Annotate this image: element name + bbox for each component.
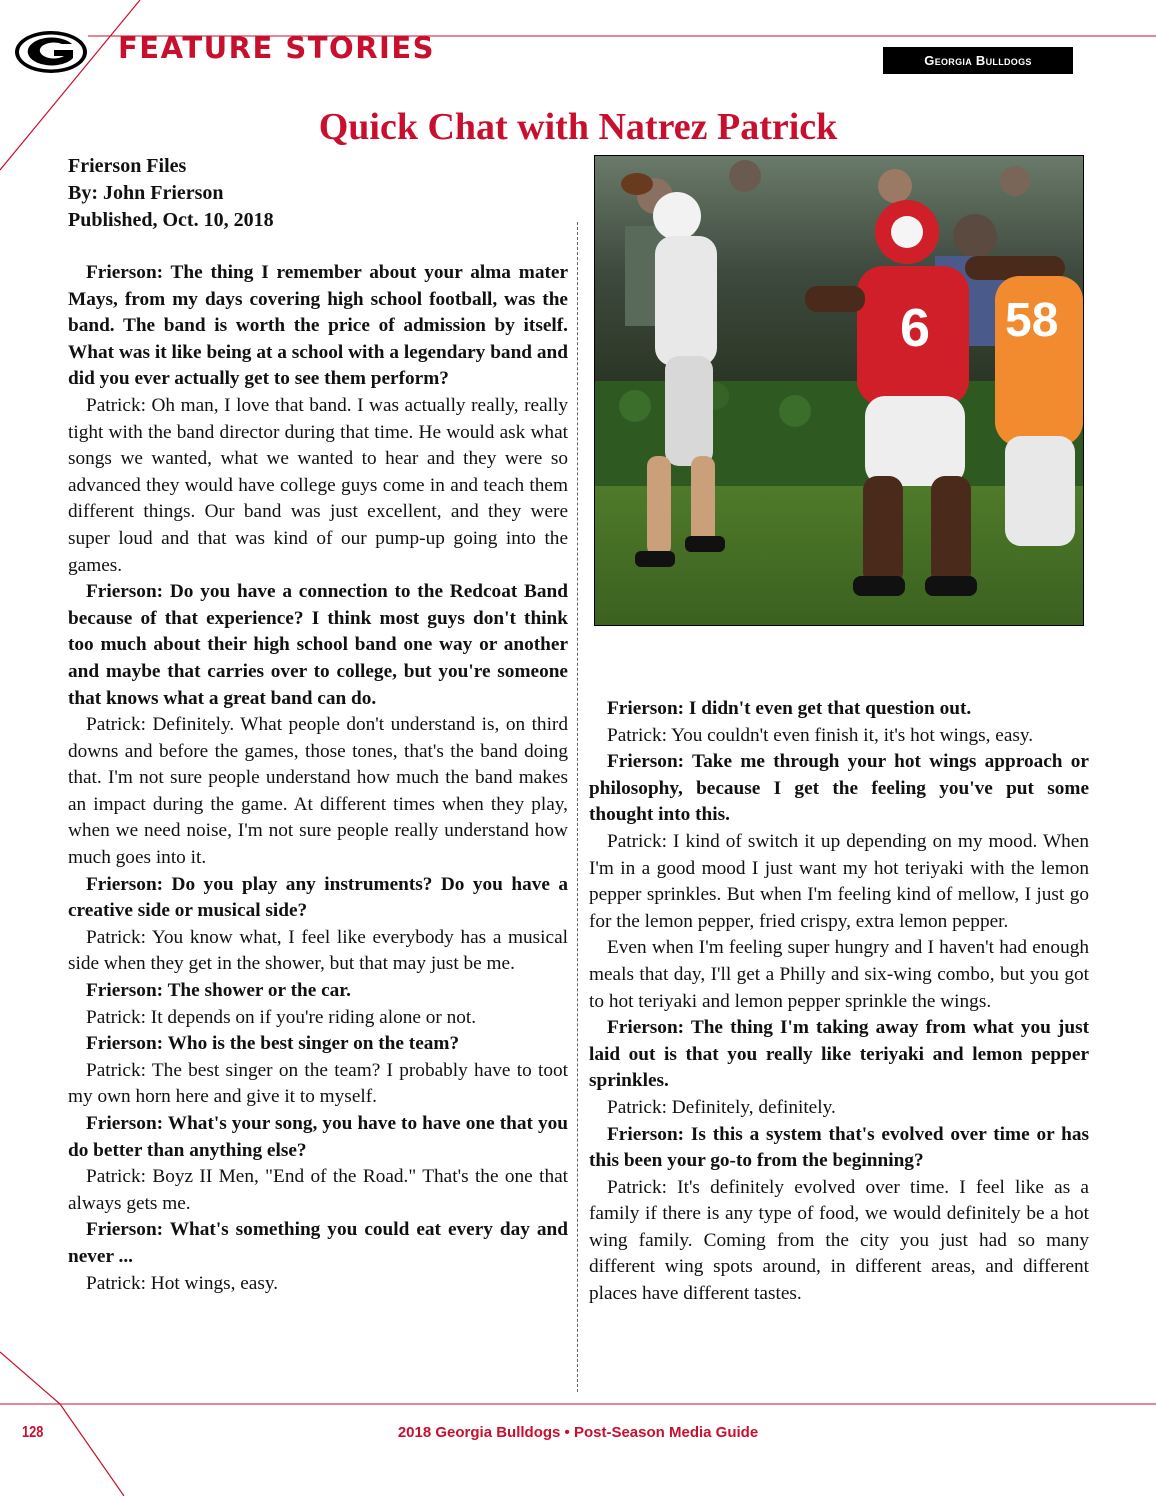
section-title: FEATURE STORIES xyxy=(118,31,436,65)
byline xyxy=(68,153,568,234)
answer-paragraph: Patrick: Boyz II Men, "End of the Road." That's the one that always gets me. xyxy=(68,1166,568,1214)
question-paragraph: Frierson: Do you play any instruments? Do you have a creative side or musical side? xyxy=(68,873,568,922)
answer-paragraph: Patrick: Oh man, I love that band. I was actually really, really tight with the band director during that time. He would ask what songs we wanted, what we wanted to hear and they were so advanced they would have college guys come in and teach them different things. Our band was just excellent, and they were super loud and that was kind of our pump-up going into the games. xyxy=(68,394,568,576)
answer-paragraph: Patrick: Definitely, definitely. xyxy=(607,1096,836,1118)
byline-author: By: John Frierson xyxy=(68,182,224,204)
column-divider xyxy=(577,222,578,1392)
answer-paragraph: Patrick: You couldn't even finish it, it's hot wings, easy. xyxy=(607,724,1034,746)
team-tag xyxy=(883,47,1073,74)
right-column xyxy=(589,696,1089,1308)
question-paragraph: Frierson: Do you have a connection to the Redcoat Band because of that experience? I think most guys don't think too much about their high school band one way or another and maybe that carries over to college, but you're someone that knows what a great band can do. xyxy=(68,581,568,709)
jersey-number-58: 58 xyxy=(1005,294,1059,347)
question-paragraph: Frierson: What's your song, you have to have one that you do better than anything else? xyxy=(68,1113,568,1161)
byline-published: Published, Oct. 10, 2018 xyxy=(68,209,274,231)
answer-paragraph: Patrick: The best singer on the team? I probably have to toot my own horn here and give it to myself. xyxy=(68,1059,568,1108)
question-paragraph: Frierson: The thing I'm taking away from what you just laid out is that you really like teriyaki and lemon pepper sprinkles. xyxy=(589,1017,1089,1092)
footer-text: 2018 Georgia Bulldogs • Post-Season Media Guide xyxy=(397,1424,759,1441)
answer-paragraph: Patrick: It depends on if you're riding alone or not. xyxy=(86,1006,477,1028)
article-title: Quick Chat with Natrez Patrick xyxy=(318,106,838,149)
answer-paragraph: Patrick: I kind of switch it up depending on my mood. When I'm in a good mood I just want my hot teriyaki with the lemon pepper sprinkles. But when I'm feeling kind of mellow, I just go for the lemon pepper, fried crispy, extra lemon pepper. xyxy=(589,830,1089,932)
article-photo xyxy=(594,155,1084,626)
left-column xyxy=(68,260,568,1297)
jersey-number-6: 6 xyxy=(900,298,931,358)
question-paragraph: Frierson: Is this a system that's evolved over time or has this been your go-to from the beginning? xyxy=(589,1123,1089,1172)
question-paragraph: Frierson: What's something you could eat every day and never ... xyxy=(68,1219,568,1267)
football-action-photo-icon xyxy=(595,156,1083,625)
question-paragraph: Frierson: Take me through your hot wings approach or philosophy, because I get the feeling you've put some thought into this. xyxy=(589,751,1089,826)
byline-column: Frierson Files xyxy=(68,155,187,177)
answer-paragraph: Even when I'm feeling super hungry and I haven't had enough meals that day, I'll get a Philly and six-wing combo, but you got to hot teriyaki and lemon pepper sprinkle the wings. xyxy=(589,937,1089,1012)
question-paragraph: Frierson: Who is the best singer on the team? xyxy=(86,1033,460,1055)
answer-paragraph: Patrick: Definitely. What people don't understand is, on third downs and before the games, those tones, that's the band doing that. I'm not sure people understand how much the band makes an impact during the game. At different times when they play, when we need noise, I'm not sure people really understand how much goes into it. xyxy=(68,714,568,869)
question-paragraph: Frierson: The shower or the car. xyxy=(86,980,351,1002)
page-number: 128 xyxy=(22,1424,44,1441)
question-paragraph: Frierson: I didn't even get that question out. xyxy=(607,698,972,719)
team-tag-label: Georgia Bulldogs xyxy=(924,53,1032,68)
question-paragraph: Frierson: The thing I remember about your alma mater Mays, from my days covering high school football, was the band. The band is worth the price of admission by itself. What was it like being at a school with a legendary band and did you ever actually get to see them perform? xyxy=(68,262,568,390)
answer-paragraph: Patrick: You know what, I feel like everybody has a musical side when they get in the shower, but that may just be me. xyxy=(68,926,568,975)
answer-paragraph: Patrick: It's definitely evolved over time. I feel like as a family if there is any type of food, we would definitely be a hot wing family. Coming from the city you just had so many different wing spots around, in different areas, and different places have different tastes. xyxy=(589,1176,1089,1305)
answer-paragraph: Patrick: Hot wings, easy. xyxy=(86,1272,279,1294)
georgia-g-logo-icon xyxy=(14,30,88,74)
